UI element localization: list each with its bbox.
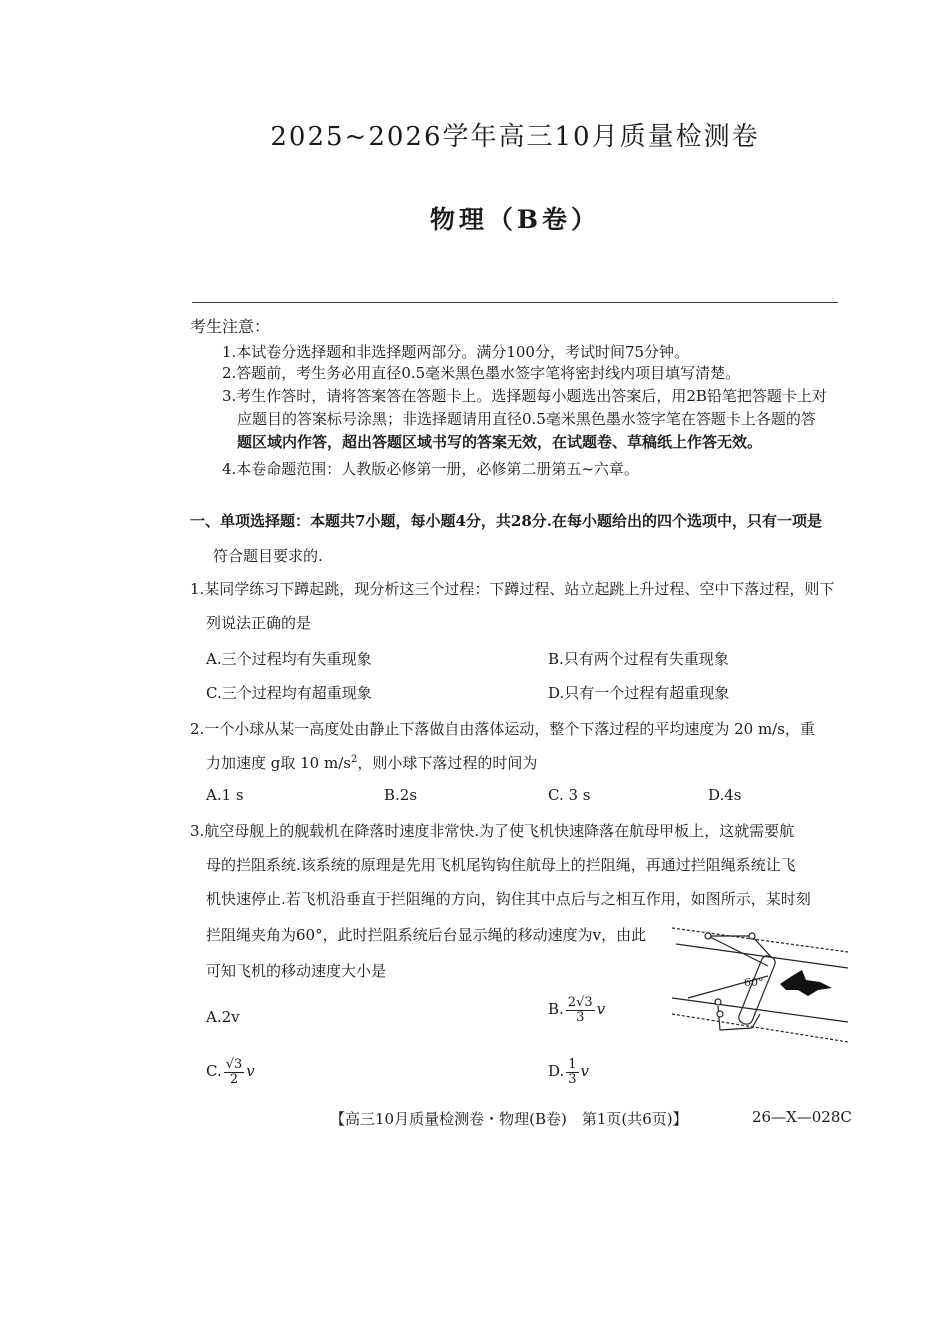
arresting-cable-upper (708, 936, 768, 966)
q3-option-c-numerator: √3 (225, 1057, 243, 1072)
q3-option-b-denominator: 3 (576, 1009, 585, 1025)
q3-option-d-variable: v (580, 1062, 590, 1081)
aircraft-icon (780, 970, 832, 996)
page-footer: 【高三10月质量检测卷・物理(B卷) 第1页(共6页)】 (330, 1110, 688, 1128)
notice-heading: 考生注意： (190, 317, 271, 336)
q3-option-d-fraction (566, 1058, 578, 1086)
q3-stem-line2: 母的拦阻系统.该系统的原理是先用飞机尾钩钩住航母上的拦阻绳，再通过拦阻绳系统让飞 (206, 856, 796, 874)
section1-heading: 一、单项选择题：本题共7小题，每小题4分，共28分.在每小题给出的四个选项中，只有一项是 (190, 512, 822, 530)
notice-item-3-cont-1: 应题目的答案标号涂黑；非选择题请用直径0.5毫米黑色墨水签字笔在答题卡上各题的答 (237, 410, 816, 428)
q1-stem-line2: 列说法正确的是 (206, 614, 312, 632)
notice-item-3: 3.考生作答时，请将答案答在答题卡上。选择题每小题选出答案后，用2B铅笔把答题卡上对 (222, 387, 827, 405)
q1-option-d: D.只有一个过程有超重现象 (548, 684, 730, 702)
page-code: 26—X—028C (752, 1108, 852, 1126)
q3-option-d-label: D. (548, 1062, 565, 1081)
q2-option-c: C. 3 s (548, 786, 591, 804)
q3-option-b-fraction (566, 996, 595, 1024)
arresting-gear-figure (668, 918, 854, 1048)
q2-option-b: B.2s (384, 786, 418, 804)
q2-option-d: D.4s (708, 786, 742, 804)
q3-option-c-variable: v (246, 1062, 255, 1081)
q3-option-c (206, 1058, 255, 1086)
q3-option-b-numerator: 2√3 (567, 995, 593, 1010)
q3-option-b-label: B. (548, 1000, 564, 1019)
q3-option-b (548, 996, 605, 1024)
pulley-4 (717, 1011, 723, 1017)
q3-option-d-numerator: 1 (568, 1057, 577, 1072)
carrier-frame (737, 954, 777, 1026)
q1-stem-line1: 1.某同学练习下蹲起跳，现分析这三个过程：下蹲过程、站立起跳上升过程、空中下落过程，则下 (190, 580, 835, 598)
deck-edge-upper (672, 928, 848, 952)
q3-stem-line4: 拦阻绳夹角为60°，此时拦阻系统后台显示绳的移动速度为v，由此 (206, 926, 647, 944)
q3-option-d (548, 1058, 589, 1086)
pulley-3 (715, 999, 721, 1005)
q3-option-c-label: C. (206, 1062, 222, 1081)
q3-option-d-denominator: 3 (568, 1071, 577, 1087)
notice-item-3-cont-2: 题区域内作答，超出答题区域书写的答案无效，在试题卷、草稿纸上作答无效。 (237, 433, 763, 451)
q3-option-a: A.2v (206, 1008, 240, 1026)
header-divider (192, 302, 838, 303)
notice-item-1: 1.本试卷分选择题和非选择题两部分。满分100分，考试时间75分钟。 (222, 343, 690, 361)
angle-label: 60° (744, 976, 764, 989)
section1-heading-cont: 符合题目要求的. (213, 547, 323, 565)
q2-stem-line2-b: ，则小球下落过程的时间为 (357, 754, 538, 772)
q3-option-c-fraction (224, 1058, 245, 1086)
notice-item-2: 2.答题前，考生务必用直径0.5毫米黑色墨水签字笔将密封线内项目填写清楚。 (222, 364, 741, 382)
q2-option-a: A.1 s (206, 786, 244, 804)
q2-stem-line2-a: 力加速度 g取 10 m/s (206, 754, 351, 772)
pulley-1 (705, 933, 711, 939)
q3-stem-line5: 可知飞机的移动速度大小是 (206, 962, 387, 980)
q3-stem-line1: 3.航空母舰上的舰载机在降落时速度非常快.为了使飞机快速降落在航母甲板上，这就需要航 (190, 822, 795, 840)
q2-stem-line2 (206, 752, 537, 773)
exam-title: 2025~2026学年高三10月质量检测卷 (270, 122, 760, 152)
cable-pulley-path-upper (708, 936, 772, 958)
q3-option-c-denominator: 2 (229, 1071, 239, 1087)
q2-stem-line1: 2.一个小球从某一高度处由静止下落做自由落体运动，整个下落过程的平均速度为 20 m/s，重 (190, 720, 815, 738)
q1-option-b: B.只有两个过程有失重现象 (548, 650, 729, 668)
notice-item-4: 4.本卷命题范围：人教版必修第一册，必修第二册第五~六章。 (222, 460, 639, 478)
pulley-2 (749, 933, 755, 939)
q1-option-c: C.三个过程均有超重现象 (206, 684, 372, 702)
q2-stem-superscript: 2 (350, 754, 358, 765)
q3-stem-line3: 机快速停止.若飞机沿垂直于拦阻绳的方向，钩住其中点后与之相互作用，如图所示，某时刻 (206, 890, 811, 908)
q3-option-b-variable: v (596, 1000, 606, 1019)
exam-subtitle: 物理（B卷） (429, 205, 601, 234)
q1-option-a: A.三个过程均有失重现象 (206, 650, 372, 668)
